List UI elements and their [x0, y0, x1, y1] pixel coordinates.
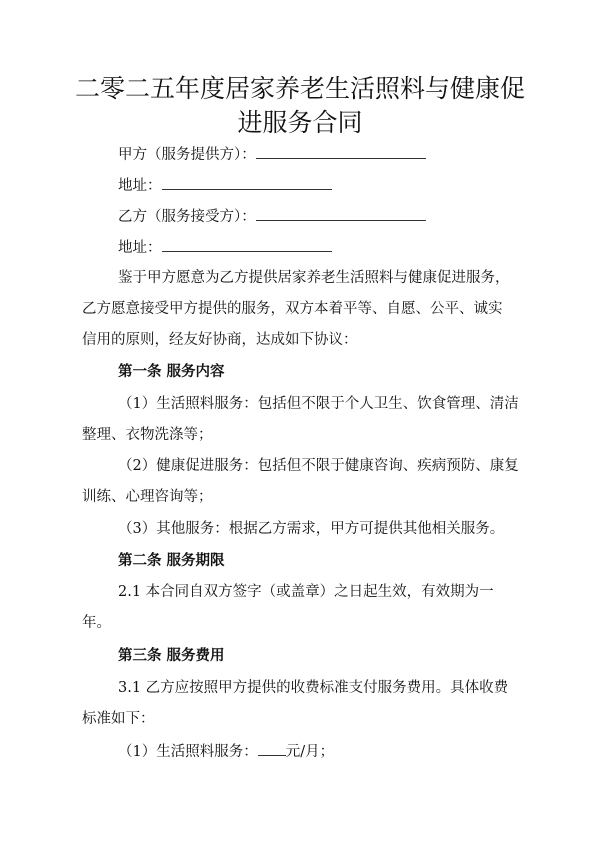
party-a-address-blank [162, 175, 332, 190]
fee-1-label: （1）生活照料服务： [118, 744, 258, 760]
article-2-heading: 第二条 服务期限 [118, 552, 225, 569]
party-a-address-line [118, 175, 332, 196]
article-1-item-3: （3）其他服务：根据乙方需求，甲方可提供其他相关服务。 [118, 521, 505, 537]
article-2-clause-line-2: 年。 [82, 615, 111, 631]
article-1-item-2-line-1: （2）健康促进服务：包括但不限于健康咨询、疾病预防、康复 [118, 458, 519, 474]
article-2-clause-line-1: 2.1 本合同自双方签字（或盖章）之日起生效，有效期为一 [118, 584, 494, 600]
party-b-address-line [118, 237, 332, 258]
party-a-line [118, 144, 426, 165]
document-title [60, 72, 540, 140]
party-b-address-label: 地址： [118, 240, 162, 256]
article-1-item-2-line-2: 训练、心理咨询等； [82, 489, 213, 505]
party-b-line [118, 206, 426, 227]
fee-1-blank [258, 741, 286, 756]
article-1-item-1-line-1: （1）生活照料服务：包括但不限于个人卫生、饮食管理、清洁 [118, 396, 519, 412]
party-b-label: 乙方（服务接受方）： [118, 209, 256, 225]
title-line-2: 进服务合同 [237, 108, 363, 137]
fee-1-unit: 元/月； [285, 744, 335, 760]
article-1-item-1-line-2: 整理、衣物洗涤等； [82, 427, 213, 443]
preamble-line-2: 乙方愿意接受甲方提供的服务，双方本着平等、自愿、公平、诚实 [82, 301, 503, 317]
preamble-line-1: 鉴于甲方愿意为乙方提供居家养老生活照料与健康促进服务， [118, 270, 510, 286]
party-b-blank [256, 206, 426, 221]
party-a-blank [256, 144, 426, 159]
preamble-line-3: 信用的原则，经友好协商，达成如下协议： [82, 332, 358, 348]
article-3-heading: 第三条 服务费用 [118, 647, 225, 664]
party-a-label: 甲方（服务提供方）： [118, 147, 256, 163]
fee-line-1 [118, 741, 334, 762]
article-3-clause-line-1: 3.1 乙方应按照甲方提供的收费标准支付服务费用。具体收费 [118, 680, 509, 696]
party-a-address-label: 地址： [118, 178, 162, 194]
party-b-address-blank [162, 237, 332, 252]
article-1-heading: 第一条 服务内容 [118, 363, 225, 380]
title-line-1: 二零二五年度居家养老生活照料与健康促 [74, 74, 525, 103]
article-3-clause-line-2: 标准如下： [82, 711, 155, 727]
